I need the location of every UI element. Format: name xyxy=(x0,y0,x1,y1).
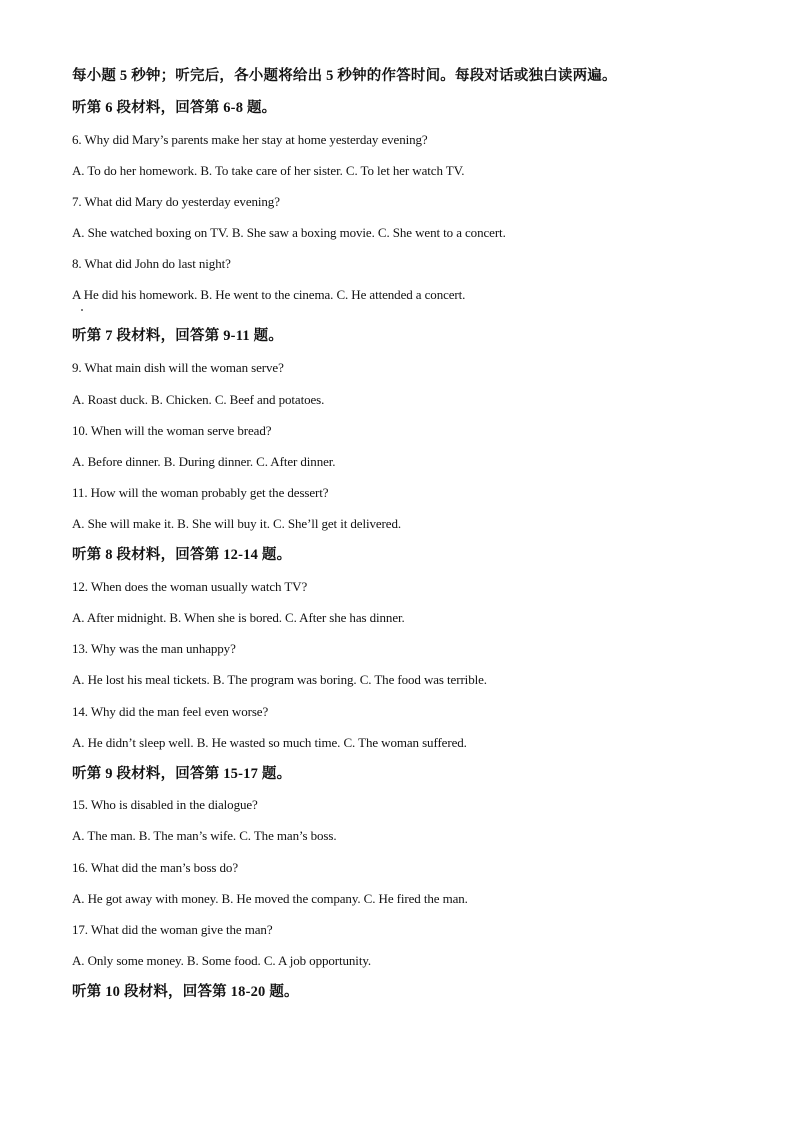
answer-options: A. Only some money. B. Some food. C. A job opportunity. xyxy=(72,953,372,968)
answer-options: A He did his homework. B. He went to the cinema. C. He attended a concert. xyxy=(72,287,466,302)
question-text: 17. What did the woman give the man? xyxy=(72,922,273,937)
answer-options: A. The man. B. The man’s wife. C. The man’s boss. xyxy=(72,828,337,843)
answer-options: A. After midnight. B. When she is bored. C. After she has dinner. xyxy=(72,610,405,625)
question-text: 6. Why did Mary’s parents make her stay at home yesterday evening? xyxy=(72,132,428,147)
answer-options: A. She watched boxing on TV. B. She saw a boxing movie. C. She went to a concert. xyxy=(72,225,506,240)
answer-options: A. He lost his meal tickets. B. The program was boring. C. The food was terrible. xyxy=(72,672,487,687)
question-text: 12. When does the woman usually watch TV? xyxy=(72,579,308,594)
answer-options: A. Roast duck. B. Chicken. C. Beef and potatoes. xyxy=(72,392,325,407)
answer-options: A. She will make it. B. She will buy it. C. She’ll get it delivered. xyxy=(72,516,401,531)
question-text: 7. What did Mary do yesterday evening? xyxy=(72,194,280,209)
answer-options: A. Before dinner. B. During dinner. C. After dinner. xyxy=(72,454,336,469)
section-heading: 听第 8 段材料，回答第 12-14 题。 xyxy=(72,547,292,563)
question-text: 14. Why did the man feel even worse? xyxy=(72,704,269,719)
intro-instructions: 每小题 5 秒钟；听完后，各小题将给出 5 秒钟的作答时间。每段对话或独白读两遍。 xyxy=(72,68,617,84)
section-heading: 听第 9 段材料，回答第 15-17 题。 xyxy=(72,766,292,782)
section-heading: 听第 7 段材料，回答第 9-11 题。 xyxy=(72,328,284,344)
question-text: 9. What main dish will the woman serve? xyxy=(72,360,284,375)
section-heading: 听第 10 段材料，回答第 18-20 题。 xyxy=(72,984,299,1000)
stray-mark xyxy=(81,309,83,311)
question-text: 15. Who is disabled in the dialogue? xyxy=(72,797,258,812)
answer-options: A. He got away with money. B. He moved the company. C. He fired the man. xyxy=(72,891,468,906)
question-text: 11. How will the woman probably get the dessert? xyxy=(72,485,329,500)
section-heading: 听第 6 段材料，回答第 6-8 题。 xyxy=(72,100,277,116)
question-text: 10. When will the woman serve bread? xyxy=(72,423,272,438)
answer-options: A. To do her homework. B. To take care of her sister. C. To let her watch TV. xyxy=(72,163,465,178)
question-text: 8. What did John do last night? xyxy=(72,256,231,271)
question-text: 16. What did the man’s boss do? xyxy=(72,860,239,875)
answer-options: A. He didn’t sleep well. B. He wasted so much time. C. The woman suffered. xyxy=(72,735,467,750)
question-text: 13. Why was the man unhappy? xyxy=(72,641,236,656)
